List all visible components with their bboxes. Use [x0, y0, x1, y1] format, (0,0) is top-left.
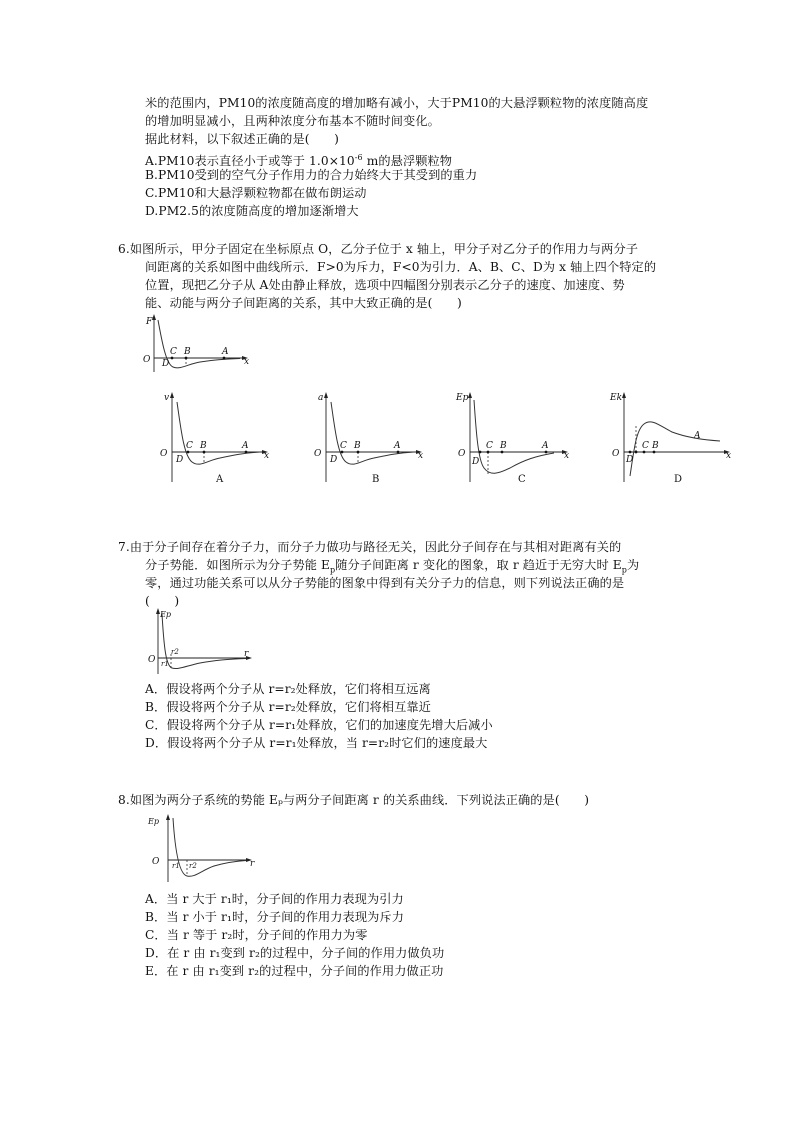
q7-option-d: D．假设将两个分子从 r=r₁处释放，当 r=r₂时它们的速度最大: [145, 736, 488, 750]
q7-option-a: A．假设将两个分子从 r=r₂处释放，它们将相互远离: [145, 682, 431, 696]
point-a-label: A: [222, 347, 229, 357]
y-label: Ep: [160, 610, 171, 619]
point-b-label: B: [354, 441, 361, 451]
r2-label: r2: [171, 648, 179, 656]
y-label: Ep: [456, 393, 469, 403]
q7-line-2: 分子势能．如图所示为分子势能 $E_p$随分子间距离 r 变化的图象，取 r 趋近于无穷大时 $E_p$为: [145, 558, 640, 575]
intro-line-2: 的增加明显减小，且两种浓度分布基本不随时间变化。: [145, 114, 440, 128]
point-d-label: D: [176, 455, 184, 465]
x-label: x: [244, 357, 250, 367]
x-label: x: [418, 451, 424, 461]
y-label: a: [318, 393, 324, 403]
y-label: Ep: [148, 817, 159, 826]
q7-line-3: 零，通过功能关系可以从分子势能的图象中得到有关分子力的信息，则下列说法正确的是: [145, 576, 625, 590]
potential-curve: [173, 818, 246, 876]
point-c-label: C: [170, 347, 177, 357]
q5-option-a: A.PM10表示直径小于或等于 $1.0\times 10^{-6}$ m的悬浮颗粒物: [145, 153, 453, 169]
point-c-label: C: [486, 441, 493, 451]
point-b-label: B: [200, 441, 207, 451]
x-label: x: [564, 451, 570, 461]
point-d-label: D: [162, 359, 170, 369]
point-d-label: D: [330, 455, 338, 465]
graph-caption: D: [674, 474, 683, 485]
x-label: r: [244, 649, 249, 659]
q7-line-4: ( ): [145, 594, 180, 608]
acceleration-curve: [331, 402, 414, 464]
origin-label: O: [612, 449, 620, 459]
force-curve: [158, 320, 240, 368]
origin-label: O: [143, 355, 151, 365]
point-b-label: B: [652, 441, 659, 451]
q8-option-e: E．在 r 由 r₁变到 r₂的过程中，分子间的作用力做正功: [145, 964, 444, 978]
x-label: x: [726, 451, 732, 461]
y-label: v: [164, 393, 170, 403]
point-d-label: D: [472, 457, 480, 467]
r2-label: r2: [189, 862, 197, 870]
q6-graph-c: [454, 390, 579, 490]
q7-option-c: C．假设将两个分子从 r=r₁处释放，它们的加速度先增大后减小: [145, 718, 493, 732]
origin-label: O: [458, 449, 466, 459]
q6-line-4: 能、动能与两分子间距离的关系，其中大致正确的是( ): [145, 296, 462, 310]
q6-force-graph: [140, 312, 260, 382]
potential-curve: [162, 614, 246, 669]
r1-label: r1: [172, 862, 180, 870]
point-b-label: B: [500, 441, 507, 451]
x-label: x: [264, 451, 270, 461]
q6-graph-a: [158, 390, 278, 490]
q6-graph-b: [312, 390, 432, 490]
q5-option-d: D.PM2.5的浓度随高度的增加逐渐增大: [145, 204, 359, 218]
q6-line-3: 位置，现把乙分子从 A处由静止释放，选项中四幅图分别表示乙分子的速度、加速度、势: [145, 278, 625, 292]
y-label: F: [146, 317, 153, 327]
point-a-label: A: [694, 431, 701, 441]
q8-option-a: A．当 r 大于 r₁时，分子间的作用力表现为引力: [145, 892, 404, 906]
origin-label: O: [160, 449, 168, 459]
point-a-label: A: [242, 441, 249, 451]
graph-caption: B: [372, 474, 380, 485]
r1-label: r1: [161, 660, 169, 668]
intro-question: 据此材料，以下叙述正确的是( ): [145, 132, 340, 146]
potential-energy-curve: [474, 400, 554, 473]
q7-option-b: B．假设将两个分子从 r=r₂处释放，它们将相互靠近: [145, 700, 431, 714]
graph-caption: C: [518, 474, 526, 485]
x-label: r: [250, 859, 255, 869]
q5-option-c: C.PM10和大悬浮颗粒物都在做布朗运动: [145, 186, 367, 200]
point-a-label: A: [394, 441, 401, 451]
q8-option-c: C．当 r 等于 r₂时，分子间的作用力为零: [145, 928, 368, 942]
point-c-label: C: [186, 441, 193, 451]
origin-label: O: [152, 857, 160, 867]
point-a-label: A: [542, 441, 549, 451]
q7-line-1: 7.由于分子间存在着分子力，而分子力做功与路径无关，因此分子间存在与其相对距离有关的: [118, 540, 622, 554]
q8-option-b: B．当 r 小于 r₁时，分子间的作用力表现为斥力: [145, 910, 404, 924]
q6-graph-d: [608, 390, 743, 490]
y-label: Ek: [610, 393, 623, 403]
velocity-curve: [177, 402, 260, 464]
point-d-label: D: [626, 455, 634, 465]
q6-line-1: 6.如图所示，甲分子固定在坐标原点 O，乙分子位于 x 轴上，甲分子对乙分子的作用力与两分子: [118, 242, 639, 256]
q8-potential-graph: [146, 814, 258, 884]
origin-label: O: [148, 655, 156, 665]
point-c-label: C: [642, 441, 649, 451]
q5-option-b: B.PM10受到的空气分子作用力的合力始终大于其受到的重力: [145, 168, 478, 182]
point-c-label: C: [340, 441, 347, 451]
point-b-label: B: [184, 347, 191, 357]
q8-line-1: 8.如图为两分子系统的势能 Eₚ与两分子间距离 r 的关系曲线．下列说法正确的是( ): [118, 793, 590, 807]
graph-caption: A: [216, 474, 224, 485]
q8-option-d: D．在 r 由 r₁变到 r₂的过程中，分子间的作用力做负功: [145, 946, 445, 960]
q6-line-2: 间距离的关系如图中曲线所示．F>0为斥力，F<0为引力．A、B、C、D为 x 轴上四个特定的: [145, 260, 657, 274]
intro-line-1: 米的范围内，PM10的浓度随高度的增加略有减小，大于PM10的大悬浮颗粒物的浓度随高度: [145, 96, 649, 110]
origin-label: O: [314, 449, 322, 459]
q7-potential-graph: [146, 608, 258, 680]
